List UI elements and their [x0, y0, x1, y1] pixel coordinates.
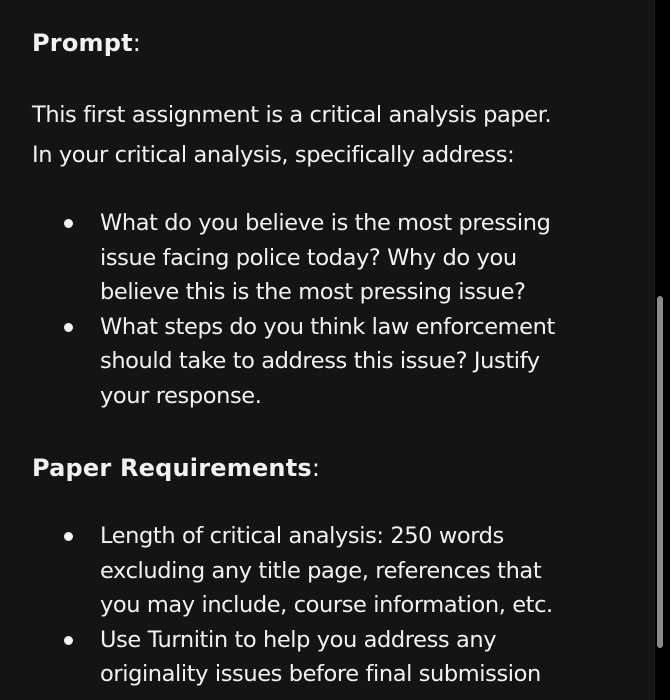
- bullet-line: Use Turnitin to help you address any: [100, 626, 497, 653]
- bullet-dot-icon: [64, 219, 73, 228]
- bullet-line: should take to address this issue? Justify: [100, 348, 540, 374]
- bullet-line: excluding any title page, references that: [100, 557, 542, 584]
- prompt-intro-line: In your critical analysis, specifically address:: [32, 142, 515, 168]
- requirements-bullet-item: [0, 519, 553, 623]
- bullet-line: originality issues before final submission: [100, 661, 541, 687]
- requirements-heading-colon: :: [311, 454, 321, 482]
- prompt-heading: [32, 28, 141, 58]
- prompt-bullet-list: [0, 206, 555, 413]
- prompt-intro-line: This first assignment is a critical analysis paper.: [32, 102, 552, 128]
- bullet-line: What do you believe is the most pressing: [100, 210, 551, 236]
- bullet-dot-icon: [64, 532, 73, 541]
- prompt-bullet-item: [0, 206, 555, 310]
- prompt-intro: [32, 95, 551, 175]
- bullet-line: you may include, course information, etc.: [100, 592, 553, 618]
- requirements-bullet-item: [0, 623, 553, 692]
- bullet-line: issue facing police today? Why do you: [100, 244, 517, 271]
- prompt-heading-colon: :: [132, 29, 142, 57]
- bullet-line: believe this is the most pressing issue?: [100, 279, 526, 305]
- vertical-scrollbar[interactable]: [657, 296, 663, 648]
- prompt-heading-text: Prompt: [32, 29, 133, 57]
- bullet-line: What steps do you think law enforcement: [100, 313, 555, 340]
- bullet-dot-icon: [64, 636, 73, 645]
- requirements-heading: [32, 453, 320, 483]
- bullet-line: Length of critical analysis: 250 words: [100, 523, 504, 549]
- requirements-heading-text: Paper Requirements: [32, 454, 312, 482]
- bullet-line: your response.: [100, 382, 262, 409]
- prompt-bullet-item: [0, 310, 555, 414]
- requirements-bullet-list: [0, 519, 553, 692]
- bullet-dot-icon: [64, 323, 73, 332]
